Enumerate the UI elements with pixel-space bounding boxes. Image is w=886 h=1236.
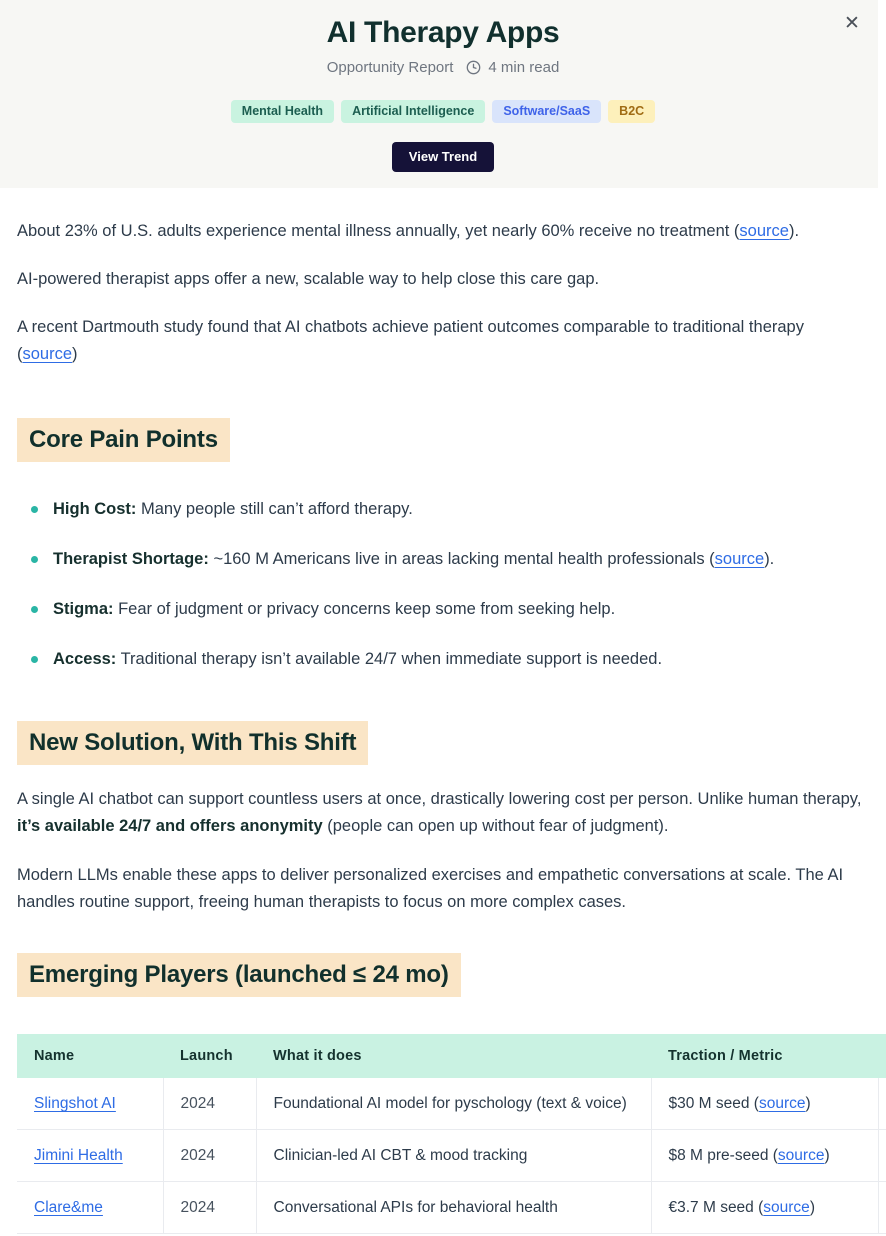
table-header-row (17, 1034, 886, 1078)
players-table-container (17, 1034, 886, 1234)
column-header-cutoff (878, 1034, 886, 1078)
source-link[interactable]: source (739, 222, 789, 240)
table-cell-cutoff (878, 1130, 886, 1182)
read-time-label: 4 min read (488, 59, 560, 76)
table-row (17, 1182, 886, 1234)
what-it-does-cell: Clinician-led AI CBT & mood tracking (256, 1130, 651, 1182)
launch-year: 2024 (163, 1078, 256, 1130)
column-header-name: Name (17, 1034, 163, 1078)
launch-year: 2024 (163, 1182, 256, 1234)
view-trend-button[interactable]: View Trend (392, 142, 494, 172)
report-meta (0, 59, 886, 76)
source-link[interactable]: source (714, 550, 765, 568)
bullet-dot-icon (31, 506, 38, 513)
report-body (0, 218, 886, 997)
list-item: Access: Traditional therapy isn’t available 24/7 when immediate support is needed. (17, 646, 869, 673)
column-header-launch: Launch (163, 1034, 256, 1078)
table-cell-cutoff (878, 1078, 886, 1130)
clock-icon (466, 60, 481, 75)
section-heading-emerging-players: Emerging Players (launched ≤ 24 mo) (17, 953, 461, 997)
list-item: Therapist Shortage: ~160 M Americans live in areas lacking mental health professionals (source). (17, 546, 869, 573)
section-heading-new-solution: New Solution, With This Shift (17, 721, 368, 765)
table-cell-cutoff (878, 1182, 886, 1234)
list-item: High Cost: Many people still can’t afford therapy. (17, 496, 869, 523)
report-type-label: Opportunity Report (326, 59, 454, 76)
tag-software-saas[interactable]: Software/SaaS (492, 100, 601, 123)
column-header-traction-metric: Traction / Metric (651, 1034, 878, 1078)
list-item: Stigma: Fear of judgment or privacy concerns keep some from seeking help. (17, 596, 869, 623)
solution-paragraph-2: Modern LLMs enable these apps to deliver personalized exercises and empathetic conversations at scale. The AI handles routine support, freeing human therapists to focus on more complex cases. (17, 866, 844, 911)
traction-cell: $30 M seed (source) (651, 1078, 878, 1130)
players-table (17, 1034, 886, 1234)
table-row (17, 1130, 886, 1182)
intro-paragraph-3: A recent Dartmouth study found that AI chatbots achieve patient outcomes comparable to traditional therapy (source) (17, 318, 804, 363)
tag-b2c[interactable]: B2C (608, 100, 655, 123)
report-header (0, 0, 886, 188)
column-header-what-it-does: What it does (256, 1034, 651, 1078)
what-it-does-cell: Conversational APIs for behavioral health (256, 1182, 651, 1234)
company-link-slingshot-ai[interactable]: Slingshot AI (34, 1095, 116, 1112)
source-link[interactable]: source (763, 1199, 810, 1216)
company-link-clare-and-me[interactable]: Clare&me (34, 1199, 103, 1216)
solution-paragraph-1: A single AI chatbot can support countless users at once, drastically lowering cost per person. Unlike human therapy, it’s available 24/7 and offers anonymity (people can open up without fear of judgment). (17, 790, 862, 835)
page-title: AI Therapy Apps (326, 16, 560, 49)
what-it-does-cell: Foundational AI model for pyschology (text & voice) (256, 1078, 651, 1130)
source-link[interactable]: source (22, 345, 73, 363)
traction-cell: €3.7 M seed (source) (651, 1182, 878, 1234)
bullet-dot-icon (31, 556, 38, 563)
intro-paragraph-1: About 23% of U.S. adults experience mental illness annually, yet nearly 60% receive no treatment (source). (17, 222, 800, 240)
tag-artificial-intelligence[interactable]: Artificial Intelligence (341, 100, 485, 123)
traction-cell: $8 M pre-seed (source) (651, 1130, 878, 1182)
launch-year: 2024 (163, 1130, 256, 1182)
tags-row (0, 100, 886, 123)
tag-mental-health[interactable]: Mental Health (231, 100, 334, 123)
intro-paragraph-2: AI-powered therapist apps offer a new, scalable way to help close this care gap. (17, 270, 600, 288)
source-link[interactable]: source (758, 1095, 806, 1112)
pain-points-list (17, 496, 869, 673)
section-heading-core-pain-points: Core Pain Points (17, 418, 230, 462)
table-row (17, 1078, 886, 1130)
bullet-dot-icon (31, 606, 38, 613)
company-link-jimini-health[interactable]: Jimini Health (34, 1147, 123, 1164)
scrollbar-track[interactable] (878, 0, 886, 188)
bullet-dot-icon (31, 656, 38, 663)
close-button[interactable]: ✕ (840, 12, 864, 36)
source-link[interactable]: source (777, 1147, 825, 1164)
